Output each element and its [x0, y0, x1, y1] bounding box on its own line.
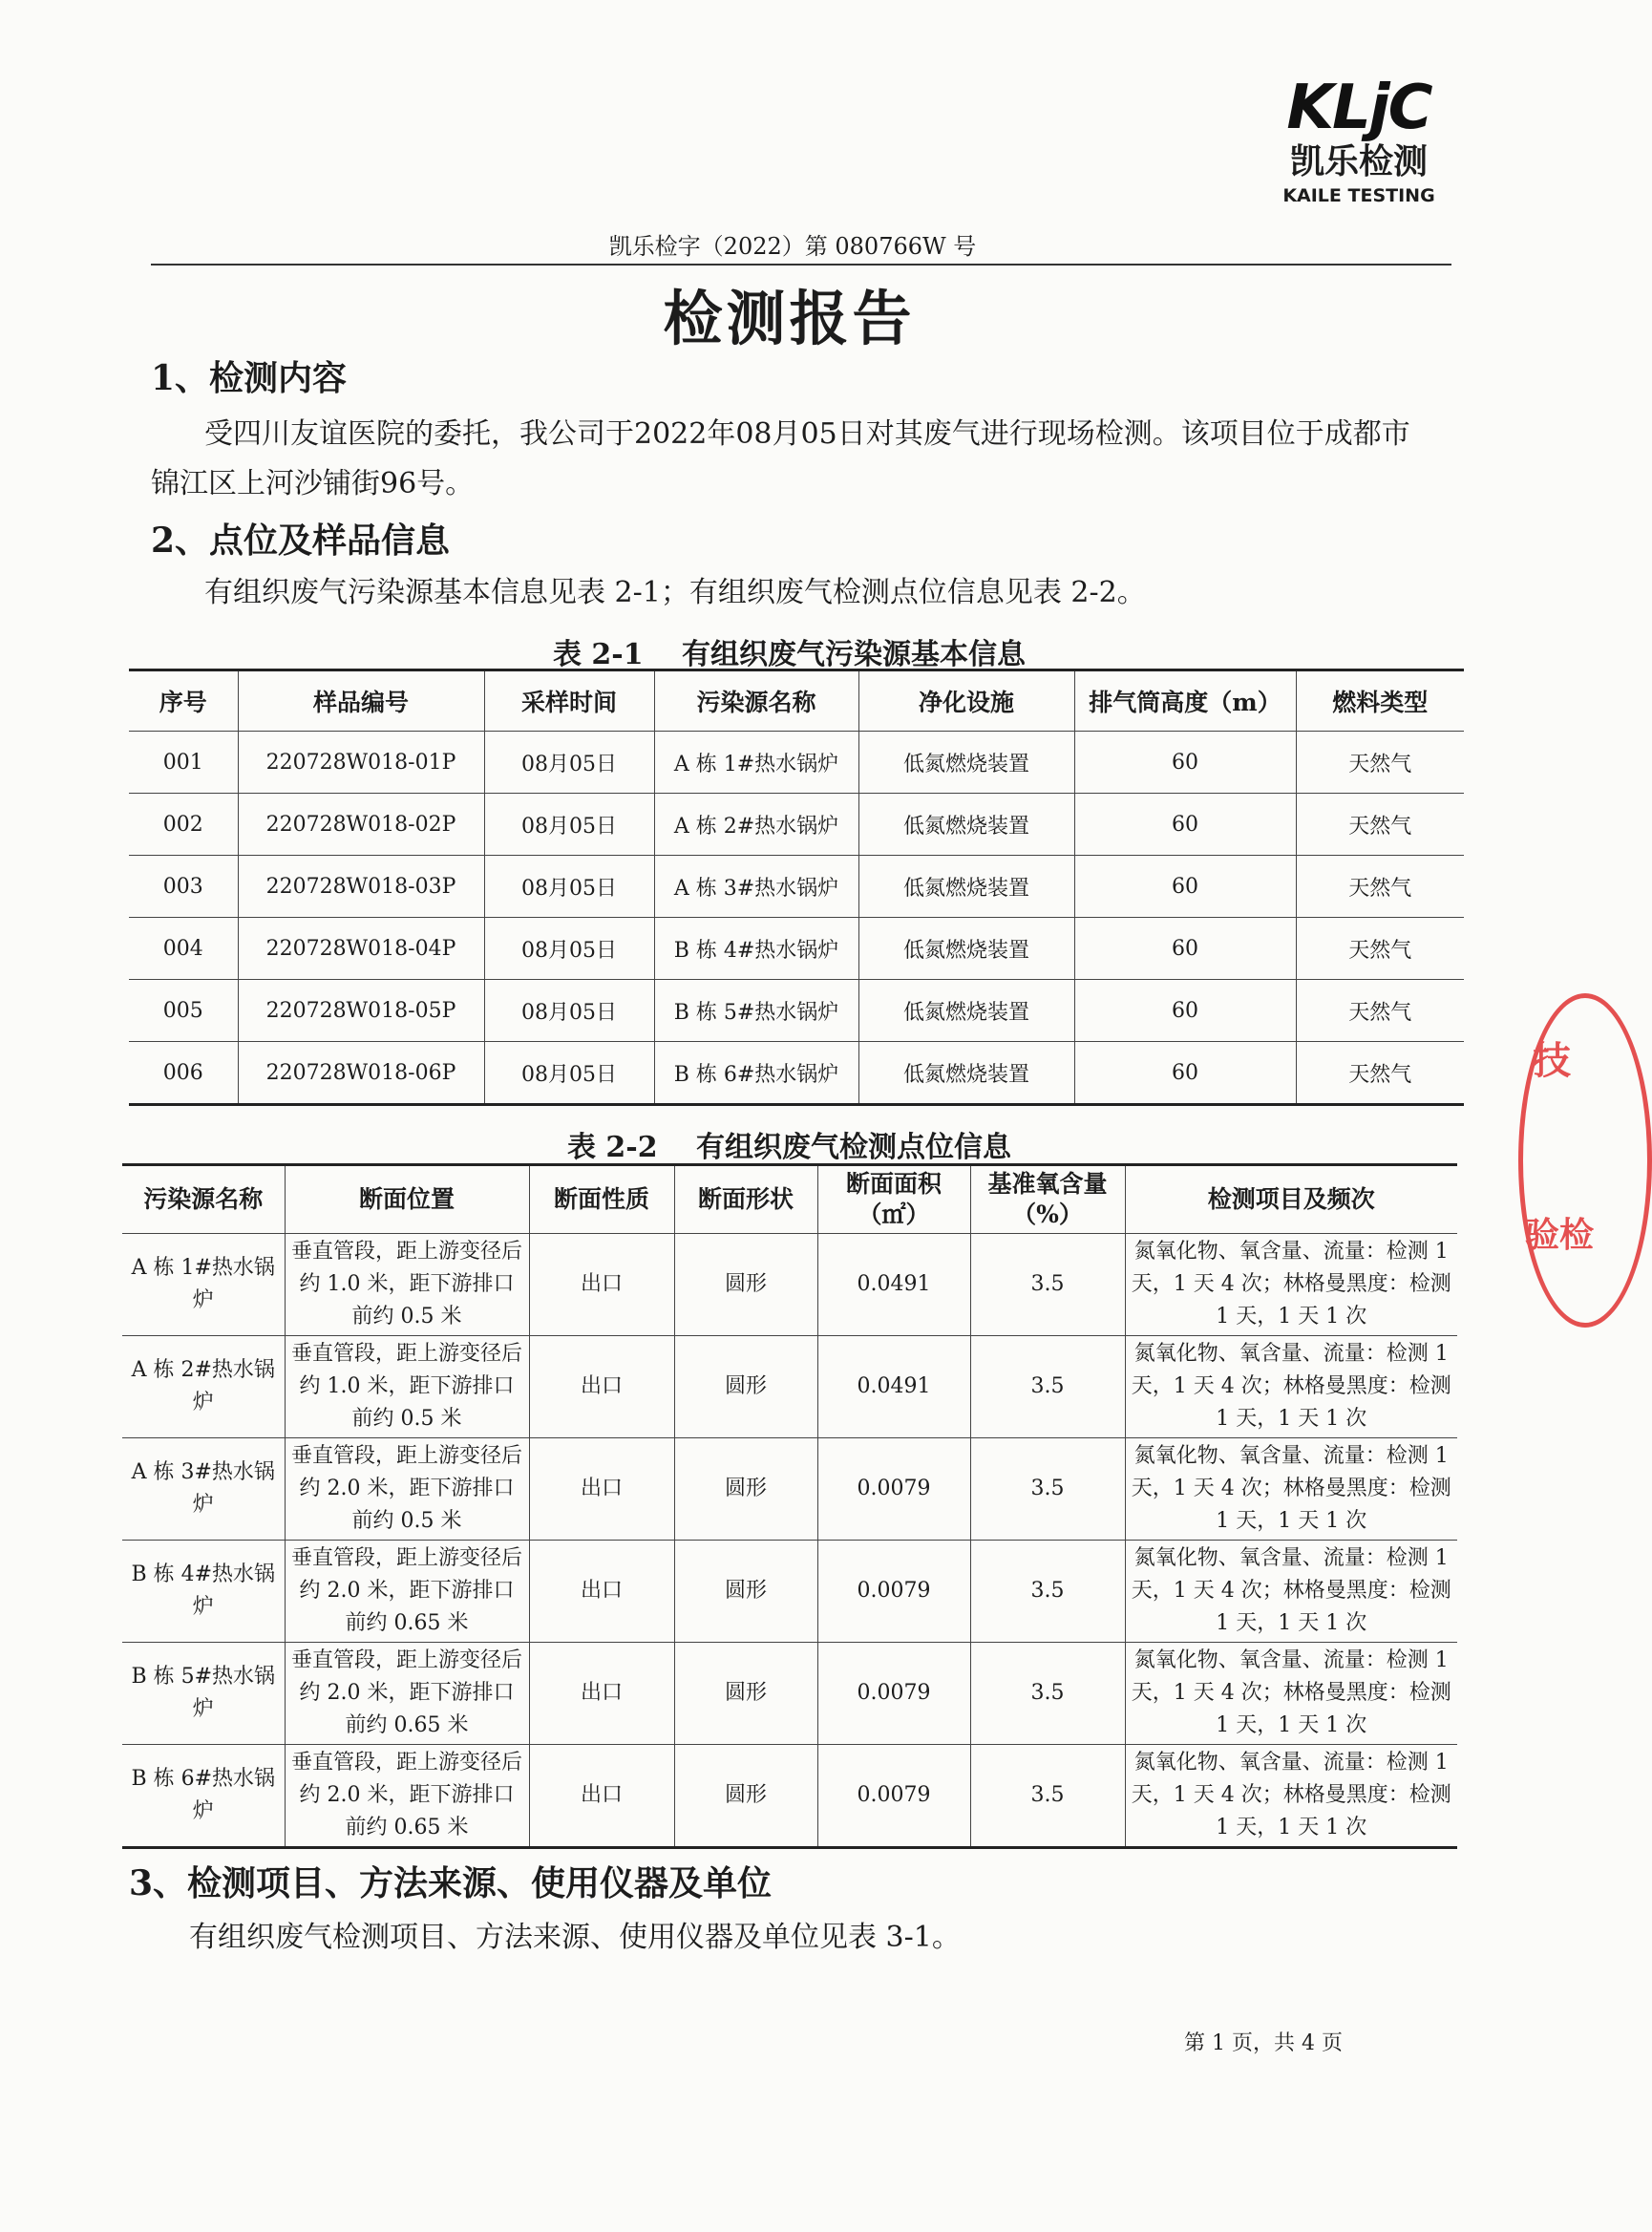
- table2-cell: A 栋 1#热水锅炉: [122, 1234, 285, 1336]
- table2-cell: A 栋 2#热水锅炉: [122, 1336, 285, 1438]
- table2-cell: 出口: [529, 1336, 674, 1438]
- table2-header: 断面位置: [285, 1165, 529, 1234]
- table1-row: [129, 732, 1464, 794]
- table2-header: 断面形状: [674, 1165, 817, 1234]
- page-title: 检测报告: [663, 284, 916, 353]
- table2-cell: 圆形: [674, 1541, 817, 1643]
- table1-cell: B 栋 6#热水锅炉: [654, 1042, 858, 1105]
- table2-row: [122, 1234, 1457, 1336]
- logo-name-cn: 凯乐检测: [1289, 142, 1428, 181]
- table1-caption: 表 2-1 有组织废气污染源基本信息: [552, 638, 1027, 671]
- document-number: 凯乐检字（2022）第 080766W 号: [608, 233, 977, 260]
- red-seal-stamp: [1518, 993, 1652, 1328]
- table1-row: [129, 980, 1464, 1042]
- table2-row: [122, 1745, 1457, 1848]
- table2-row: [122, 1438, 1457, 1541]
- table2-cell: 0.0079: [817, 1438, 970, 1541]
- section1-para-line1: 受四川友谊医院的委托，我公司于2022年08月05日对其废气进行现场检测。该项目位于成都市: [204, 417, 1410, 451]
- table1-cell: 004: [129, 918, 238, 980]
- table1-cell: 003: [129, 856, 238, 918]
- table1-cell: 低氮燃烧装置: [858, 980, 1074, 1042]
- table1-header: 燃料类型: [1296, 670, 1464, 732]
- table1-header: 净化设施: [858, 670, 1074, 732]
- table2-header: 断面性质: [529, 1165, 674, 1234]
- section1-heading: 1、检测内容: [151, 358, 348, 398]
- table2-cell: 圆形: [674, 1336, 817, 1438]
- table2-header-row: [122, 1165, 1457, 1234]
- logo-mark: KLjC: [1286, 73, 1431, 143]
- table1-header: 排气筒高度（m）: [1074, 670, 1296, 732]
- table2-cell: 垂直管段，距上游变径后约 2.0 米，距下游排口前约 0.65 米: [285, 1643, 529, 1745]
- table2-cell: 出口: [529, 1643, 674, 1745]
- table2-header: 基准氧含量（%）: [970, 1165, 1125, 1234]
- table2-cell: 垂直管段，距上游变径后约 2.0 米，距下游排口前约 0.5 米: [285, 1438, 529, 1541]
- table2-cell: B 栋 6#热水锅炉: [122, 1745, 285, 1848]
- table1-cell: 天然气: [1296, 732, 1464, 794]
- table1-header: 样品编号: [238, 670, 484, 732]
- table2-cell: 3.5: [970, 1643, 1125, 1745]
- table1-header: 序号: [129, 670, 238, 732]
- table1-cell: 08月05日: [484, 732, 654, 794]
- table2-cell: 出口: [529, 1541, 674, 1643]
- table2-cell: 氮氧化物、氧含量、流量：检测 1 天，1 天 4 次；林格曼黑度：检测 1 天，1 天 1 次: [1125, 1438, 1457, 1541]
- table1-cell: 低氮燃烧装置: [858, 918, 1074, 980]
- table1-cell: 220728W018-06P: [238, 1042, 484, 1105]
- table2-cell: 出口: [529, 1438, 674, 1541]
- table2-cell: A 栋 3#热水锅炉: [122, 1438, 285, 1541]
- section2-para: 有组织废气污染源基本信息见表 2-1；有组织废气检测点位信息见表 2-2。: [204, 576, 1146, 609]
- table2-header: 检测项目及频次: [1125, 1165, 1457, 1234]
- table1-cell: B 栋 5#热水锅炉: [654, 980, 858, 1042]
- table1-header: 污染源名称: [654, 670, 858, 732]
- table2-cell: 氮氧化物、氧含量、流量：检测 1 天，1 天 4 次；林格曼黑度：检测 1 天，1 天 1 次: [1125, 1541, 1457, 1643]
- table2-cell: 3.5: [970, 1438, 1125, 1541]
- table1-cell: 002: [129, 794, 238, 856]
- table1-cell: 08月05日: [484, 918, 654, 980]
- table2-row: [122, 1541, 1457, 1643]
- company-logo: [1268, 74, 1450, 208]
- table1-cell: 006: [129, 1042, 238, 1105]
- section3-heading: 3、检测项目、方法来源、使用仪器及单位: [129, 1863, 773, 1903]
- table2-row: [122, 1643, 1457, 1745]
- section2-heading: 2、点位及样品信息: [151, 521, 451, 561]
- table2-header: 断面面积（㎡）: [817, 1165, 970, 1234]
- table1-cell: 220728W018-04P: [238, 918, 484, 980]
- table2-cell: 0.0079: [817, 1745, 970, 1848]
- stamp-text-top: 技: [1533, 1038, 1571, 1083]
- page-number: 第 1 页，共 4 页: [1184, 2031, 1343, 2055]
- table1-cell: 60: [1074, 794, 1296, 856]
- section1-para-line2: 锦江区上河沙铺街96号。: [151, 467, 475, 500]
- table2-cell: 垂直管段，距上游变径后约 1.0 米，距下游排口前约 0.5 米: [285, 1234, 529, 1336]
- table2-cell: 圆形: [674, 1745, 817, 1848]
- table1-cell: A 栋 3#热水锅炉: [654, 856, 858, 918]
- table1-cell: 08月05日: [484, 1042, 654, 1105]
- table1-cell: 低氮燃烧装置: [858, 732, 1074, 794]
- table2-caption: 表 2-2 有组织废气检测点位信息: [566, 1131, 1012, 1164]
- table2-cell: 圆形: [674, 1234, 817, 1336]
- table1-cell: B 栋 4#热水锅炉: [654, 918, 858, 980]
- table2-cell: 3.5: [970, 1541, 1125, 1643]
- table1-cell: 220728W018-03P: [238, 856, 484, 918]
- table2-cell: 垂直管段，距上游变径后约 1.0 米，距下游排口前约 0.5 米: [285, 1336, 529, 1438]
- table1-cell: 低氮燃烧装置: [858, 856, 1074, 918]
- table1-cell: 220728W018-05P: [238, 980, 484, 1042]
- table1-cell: 天然气: [1296, 980, 1464, 1042]
- table2-cell: B 栋 4#热水锅炉: [122, 1541, 285, 1643]
- table2-cell: 3.5: [970, 1234, 1125, 1336]
- table2-cell: 圆形: [674, 1643, 817, 1745]
- stamp-text-bottom: 验检: [1525, 1215, 1595, 1255]
- table2-cell: 0.0491: [817, 1336, 970, 1438]
- section3-para: 有组织废气检测项目、方法来源、使用仪器及单位见表 3-1。: [189, 1921, 961, 1954]
- table2-cell: 垂直管段，距上游变径后约 2.0 米，距下游排口前约 0.65 米: [285, 1745, 529, 1848]
- table1-row: [129, 856, 1464, 918]
- table2-cell: 3.5: [970, 1336, 1125, 1438]
- table1-cell: 08月05日: [484, 856, 654, 918]
- table2-cell: 氮氧化物、氧含量、流量：检测 1 天，1 天 4 次；林格曼黑度：检测 1 天，1 天 1 次: [1125, 1643, 1457, 1745]
- table2-cell: 0.0079: [817, 1643, 970, 1745]
- table1-cell: 天然气: [1296, 1042, 1464, 1105]
- header-divider: [151, 264, 1451, 266]
- table1-cell: 60: [1074, 856, 1296, 918]
- table1-cell: 天然气: [1296, 794, 1464, 856]
- table2-row: [122, 1336, 1457, 1438]
- table1-header: 采样时间: [484, 670, 654, 732]
- table1-cell: 低氮燃烧装置: [858, 794, 1074, 856]
- table2-cell: B 栋 5#热水锅炉: [122, 1643, 285, 1745]
- logo-name-en: KAILE TESTING: [1282, 185, 1435, 206]
- table1-cell: 60: [1074, 1042, 1296, 1105]
- table1-cell: 001: [129, 732, 238, 794]
- table2-cell: 氮氧化物、氧含量、流量：检测 1 天，1 天 4 次；林格曼黑度：检测 1 天，1 天 1 次: [1125, 1745, 1457, 1848]
- table1-header-row: [129, 670, 1464, 732]
- table2-cell: 圆形: [674, 1438, 817, 1541]
- table1-cell: 08月05日: [484, 980, 654, 1042]
- table2-cell: 0.0491: [817, 1234, 970, 1336]
- table1-cell: 220728W018-02P: [238, 794, 484, 856]
- table2-header: 污染源名称: [122, 1165, 285, 1234]
- table1-row: [129, 1042, 1464, 1105]
- table1-cell: A 栋 2#热水锅炉: [654, 794, 858, 856]
- table1-cell: 60: [1074, 980, 1296, 1042]
- table1-cell: 08月05日: [484, 794, 654, 856]
- table2-cell: 出口: [529, 1234, 674, 1336]
- table1-cell: 60: [1074, 732, 1296, 794]
- table2-cell: 3.5: [970, 1745, 1125, 1848]
- table1-row: [129, 794, 1464, 856]
- table1-cell: 60: [1074, 918, 1296, 980]
- table-2-2: [122, 1163, 1457, 1849]
- table1-cell: A 栋 1#热水锅炉: [654, 732, 858, 794]
- table1-cell: 005: [129, 980, 238, 1042]
- table1-row: [129, 918, 1464, 980]
- table1-cell: 天然气: [1296, 856, 1464, 918]
- table1-cell: 天然气: [1296, 918, 1464, 980]
- table2-cell: 氮氧化物、氧含量、流量：检测 1 天，1 天 4 次；林格曼黑度：检测 1 天，1 天 1 次: [1125, 1336, 1457, 1438]
- table2-cell: 垂直管段，距上游变径后约 2.0 米，距下游排口前约 0.65 米: [285, 1541, 529, 1643]
- table1-cell: 低氮燃烧装置: [858, 1042, 1074, 1105]
- table1-cell: 220728W018-01P: [238, 732, 484, 794]
- table2-cell: 出口: [529, 1745, 674, 1848]
- table-2-1: [129, 669, 1464, 1106]
- table2-cell: 氮氧化物、氧含量、流量：检测 1 天，1 天 4 次；林格曼黑度：检测 1 天，1 天 1 次: [1125, 1234, 1457, 1336]
- table2-cell: 0.0079: [817, 1541, 970, 1643]
